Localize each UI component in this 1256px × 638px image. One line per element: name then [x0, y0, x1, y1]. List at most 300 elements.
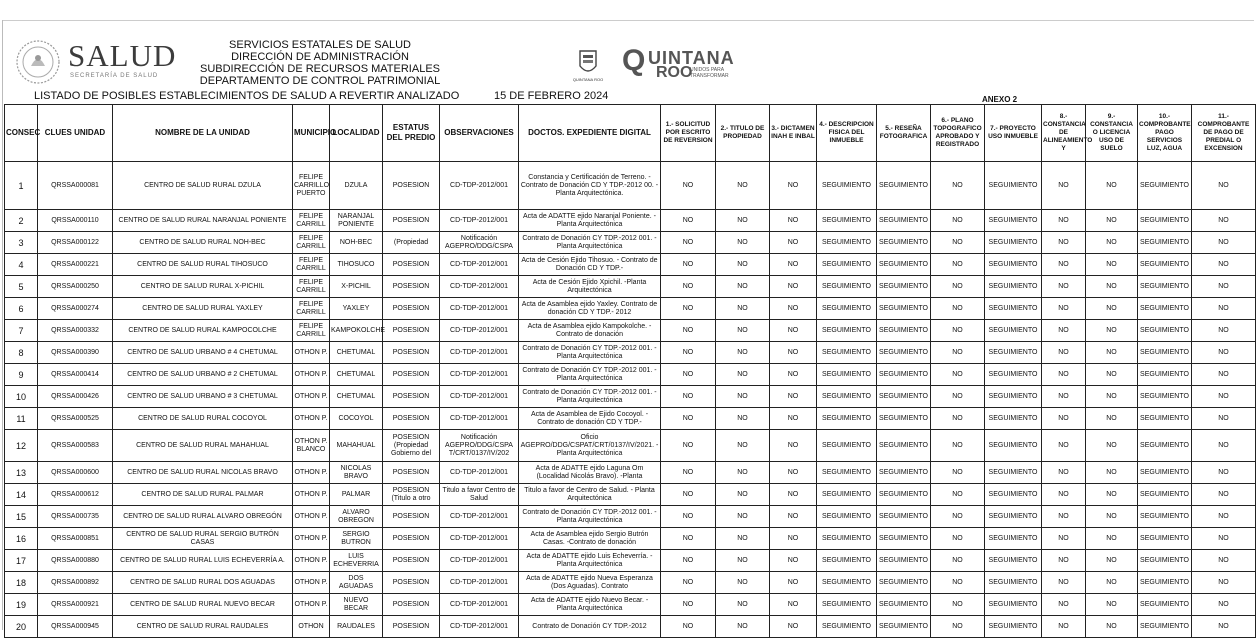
cell-text: NO: [952, 282, 963, 290]
table-cell: [1042, 276, 1086, 298]
cell-text: NO: [737, 216, 748, 224]
cell-text: NO: [1058, 490, 1069, 498]
cell-text: SEGUIMIENTO: [879, 238, 928, 246]
cell-text: Contrato de Donación CY TDP.-2012 001. - Planta Arquitectónica: [522, 388, 657, 404]
table-cell: [1192, 408, 1256, 430]
state-logo-caption: QUINTANA ROO: [572, 77, 604, 82]
cell-text: NO: [1218, 304, 1229, 312]
cell-text: NO: [787, 181, 799, 189]
table-cell: [1138, 408, 1192, 430]
cell-text: SEGUIMIENTO: [1140, 468, 1189, 476]
cell-text: SEGUIMIENTO: [1140, 622, 1189, 630]
table-cell: [5, 232, 38, 254]
table-row: [5, 210, 1256, 232]
cell-text: SEGUIMIENTO: [1140, 238, 1189, 246]
table-cell: [931, 550, 985, 572]
cell-text: NO: [952, 578, 963, 586]
table-cell: [293, 506, 330, 528]
table-cell: [519, 232, 661, 254]
cell-text: CD-TDP-2012/001: [450, 304, 508, 312]
table-cell: [38, 408, 113, 430]
table-cell: [5, 506, 38, 528]
cell-text: Acta de ADATTE ejido Nuevo Becar. - Planta Arquitectónica: [530, 596, 649, 612]
table-header-row: [5, 105, 1256, 162]
table-cell: [5, 572, 38, 594]
cell-text: NO: [682, 512, 694, 520]
cell-text: QRSSA000525: [51, 414, 99, 422]
cell-text: POSESION: [392, 414, 430, 422]
heading-line-4: DEPARTAMENTO DE CONTROL PATRIMONIAL: [199, 75, 441, 87]
cell-text: SEGUIMIENTO: [879, 348, 928, 356]
table-cell: [38, 162, 113, 210]
table-cell: [293, 386, 330, 408]
cell-text: NO: [1218, 468, 1229, 476]
cell-text: FELIPE CARRILL: [296, 300, 326, 316]
cell-text: SEGUIMIENTO: [879, 534, 928, 542]
cell-text: CD-TDP-2012/001: [450, 181, 508, 189]
cell-text: CD-TDP-2012/001: [450, 534, 508, 542]
table-cell: [440, 430, 519, 462]
table-cell: [293, 342, 330, 364]
cell-text: POSESION: [392, 600, 430, 608]
cell-text: NO: [737, 326, 748, 334]
cell-text: NO: [737, 468, 748, 476]
table-cell: [1138, 276, 1192, 298]
table-cell: [1138, 506, 1192, 528]
cell-text: SEGUIMIENTO: [822, 216, 871, 224]
table-cell: [661, 430, 716, 462]
table-cell: [293, 210, 330, 232]
table-cell: [1192, 572, 1256, 594]
table-cell: [817, 616, 877, 638]
cell-text: NO: [787, 370, 799, 378]
cell-text: NO: [952, 414, 963, 422]
cell-text: QRSSA000414: [51, 370, 99, 378]
cell-text: SEGUIMIENTO: [822, 512, 871, 520]
cell-text: NO: [737, 414, 748, 422]
cell-text: SEGUIMIENTO: [822, 534, 871, 542]
cell-text: NO: [787, 441, 799, 449]
cell-text: SEGUIMIENTO: [1140, 600, 1189, 608]
column-header: OBSERVACIONES: [440, 105, 519, 162]
cell-text: CENTRO DE SALUD URBANO # 2 CHETUMAL: [127, 370, 278, 378]
table-cell: [985, 298, 1042, 320]
cell-text: CENTRO DE SALUD RURAL KAMPOCOLCHE: [128, 326, 277, 334]
qroo-logo-word-1: UINTANA: [648, 48, 735, 68]
cell-text: CD-TDP-2012/001: [450, 216, 508, 224]
column-header: 3.- DICTAMEN INAH E INBAL: [770, 105, 817, 162]
cell-text: NO: [787, 512, 799, 520]
table-cell: [440, 162, 519, 210]
cell-text: NO: [1218, 348, 1229, 356]
table-cell: [330, 550, 383, 572]
cell-text: SEGUIMIENTO: [879, 326, 928, 334]
table-cell: [1138, 210, 1192, 232]
table-cell: [931, 298, 985, 320]
cell-text: CENTRO DE SALUD RURAL DZULA: [144, 181, 261, 189]
cell-text: NO: [952, 370, 963, 378]
table-cell: [330, 594, 383, 616]
table-cell: [38, 528, 113, 550]
cell-text: Acta de Asamblea ejido Sergio Butrón Casas. -Contrato de donación: [530, 530, 649, 546]
cell-text: NO: [682, 348, 694, 356]
table-cell: [716, 572, 770, 594]
cell-text: NO: [682, 441, 694, 449]
cell-text: FELIPE CARRILL: [296, 234, 326, 250]
cell-text: NO: [1106, 326, 1117, 334]
table-cell: [1192, 484, 1256, 506]
cell-text: 17: [15, 555, 26, 566]
table-cell: [519, 162, 661, 210]
table-cell: [113, 320, 293, 342]
cell-text: FELIPE CARRILL: [296, 256, 326, 272]
table-cell: [1086, 408, 1138, 430]
cell-text: Notificación AGEPRO/DDG/CSPA T/CRT/0137/IV/202: [445, 433, 513, 457]
table-row: [5, 298, 1256, 320]
cell-text: SEGUIMIENTO: [988, 578, 1038, 586]
table-cell: [519, 594, 661, 616]
table-cell: [716, 594, 770, 616]
cell-text: POSESION: [392, 556, 430, 564]
table-cell: [1042, 506, 1086, 528]
table-cell: [770, 594, 817, 616]
table-cell: [1042, 162, 1086, 210]
cell-text: QRSSA000390: [51, 348, 99, 356]
table-cell: [661, 210, 716, 232]
table-cell: [716, 210, 770, 232]
cell-text: NO: [737, 282, 748, 290]
document-header: [0, 0, 1254, 104]
table-cell: [716, 484, 770, 506]
cell-text: NO: [682, 181, 694, 189]
cell-text: NO: [1218, 326, 1229, 334]
cell-text: NO: [1218, 441, 1229, 449]
table-row: [5, 162, 1256, 210]
column-header: CONSEC: [5, 105, 38, 162]
table-cell: [519, 616, 661, 638]
cell-text: NO: [737, 304, 748, 312]
cell-text: FELIPE CARRILLO PUERTO: [294, 173, 330, 197]
table-cell: [383, 320, 440, 342]
table-cell: [383, 484, 440, 506]
table-cell: [440, 298, 519, 320]
cell-text: 14: [15, 489, 26, 500]
cell-text: NO: [1106, 441, 1117, 449]
table-cell: [440, 572, 519, 594]
table-cell: [1086, 254, 1138, 276]
cell-text: NO: [682, 370, 694, 378]
cell-text: NO: [1218, 556, 1229, 564]
cell-text: SEGUIMIENTO: [988, 181, 1038, 189]
cell-text: QRSSA000332: [51, 326, 99, 334]
table-cell: [440, 210, 519, 232]
cell-text: SEGUIMIENTO: [988, 441, 1038, 449]
table-cell: [113, 276, 293, 298]
table-cell: [293, 430, 330, 462]
table-cell: [38, 232, 113, 254]
table-cell: [985, 364, 1042, 386]
cell-text: POSESION: [392, 348, 430, 356]
cell-text: NOH-BEC: [339, 238, 373, 246]
cell-text: OTHON P.: [294, 578, 328, 586]
table-cell: [716, 342, 770, 364]
cell-text: NO: [1106, 414, 1117, 422]
cell-text: NO: [682, 392, 694, 400]
cell-text: SEGUIMIENTO: [1140, 578, 1189, 586]
cell-text: NO: [952, 216, 963, 224]
table-cell: [519, 364, 661, 386]
table-cell: [770, 484, 817, 506]
table-cell: [5, 364, 38, 386]
cell-text: Contrato de Donación CY TDP.-2012 001. - Planta Arquitectónica: [522, 366, 657, 382]
table-cell: [817, 572, 877, 594]
national-seal-icon: [14, 38, 62, 86]
cell-text: SEGUIMIENTO: [822, 326, 871, 334]
cell-text: CENTRO DE SALUD RURAL X-PICHIL: [140, 282, 265, 290]
cell-text: POSESION (Titulo a otro: [391, 486, 431, 502]
cell-text: MAHAHUAL: [336, 441, 376, 449]
table-cell: [931, 430, 985, 462]
table-cell: [440, 528, 519, 550]
cell-text: NO: [737, 181, 748, 189]
table-cell: [113, 528, 293, 550]
table-cell: [1086, 484, 1138, 506]
table-cell: [330, 506, 383, 528]
table-cell: [383, 550, 440, 572]
table-cell: [661, 594, 716, 616]
table-cell: [985, 254, 1042, 276]
cell-text: SEGUIMIENTO: [822, 181, 871, 189]
cell-text: SEGUIMIENTO: [822, 468, 871, 476]
table-cell: [113, 506, 293, 528]
table-cell: [817, 298, 877, 320]
table-cell: [1086, 162, 1138, 210]
cell-text: SEGUIMIENTO: [822, 304, 871, 312]
table-cell: [330, 210, 383, 232]
table-cell: [38, 210, 113, 232]
table-cell: [293, 616, 330, 638]
table-cell: [113, 430, 293, 462]
table-cell: [1192, 342, 1256, 364]
table-cell: [519, 254, 661, 276]
table-cell: [770, 298, 817, 320]
cell-text: SEGUIMIENTO: [879, 578, 928, 586]
cell-text: NO: [1058, 304, 1069, 312]
cell-text: NO: [952, 512, 963, 520]
table-cell: [877, 254, 931, 276]
table-cell: [661, 320, 716, 342]
table-cell: [440, 364, 519, 386]
cell-text: NO: [952, 348, 963, 356]
cell-text: SEGUIMIENTO: [1140, 556, 1189, 564]
cell-text: OTHON P.: [294, 468, 328, 476]
cell-text: NO: [682, 534, 694, 542]
cell-text: NO: [737, 578, 748, 586]
table-cell: [330, 162, 383, 210]
table-cell: [38, 572, 113, 594]
cell-text: 9: [18, 369, 24, 380]
table-cell: [1138, 484, 1192, 506]
table-cell: [1192, 462, 1256, 484]
table-cell: [1042, 254, 1086, 276]
cell-text: SEGUIMIENTO: [822, 414, 871, 422]
table-cell: [1042, 232, 1086, 254]
table-cell: [716, 364, 770, 386]
cell-text: NO: [787, 282, 799, 290]
heading-line-1: SERVICIOS ESTATALES DE SALUD: [229, 39, 411, 51]
table-cell: [817, 232, 877, 254]
cell-text: NO: [737, 260, 748, 268]
table-row: [5, 254, 1256, 276]
table-cell: [877, 572, 931, 594]
table-cell: [293, 364, 330, 386]
table-cell: [519, 430, 661, 462]
table-cell: [38, 484, 113, 506]
cell-text: NO: [682, 326, 694, 334]
cell-text: NO: [1058, 348, 1069, 356]
table-cell: [293, 320, 330, 342]
table-cell: [440, 484, 519, 506]
cell-text: CENTRO DE SALUD RURAL NARANJAL PONIENTE: [118, 216, 287, 224]
cell-text: SEGUIMIENTO: [879, 392, 928, 400]
table-cell: [440, 232, 519, 254]
table-cell: [1192, 528, 1256, 550]
cell-text: QRSSA000735: [51, 512, 99, 520]
table-cell: [817, 386, 877, 408]
cell-text: SEGUIMIENTO: [879, 600, 928, 608]
cell-text: CENTRO DE SALUD URBANO # 4 CHETUMAL: [127, 348, 278, 356]
table-cell: [113, 386, 293, 408]
cell-text: Acta de ADATTE ejido Laguna Om (Localidad Nicolás Bravo). -Planta: [535, 464, 644, 480]
table-cell: [817, 594, 877, 616]
table-cell: [817, 364, 877, 386]
cell-text: SEGUIMIENTO: [879, 512, 928, 520]
cell-text: SEGUIMIENTO: [879, 556, 928, 564]
cell-text: COCOYOL: [338, 414, 374, 422]
table-cell: [5, 528, 38, 550]
cell-text: CENTRO DE SALUD RURAL NOH-BEC: [139, 238, 266, 246]
table-cell: [931, 232, 985, 254]
cell-text: SEGUIMIENTO: [1140, 512, 1189, 520]
column-header: 6.- PLANO TOPOGRAFICO APROBADO Y REGISTRADO: [931, 105, 985, 162]
cell-text: CD-TDP-2012/001: [450, 556, 508, 564]
cell-text: NO: [1106, 181, 1117, 189]
cell-text: NO: [1058, 600, 1069, 608]
table-cell: [113, 462, 293, 484]
cell-text: SEGUIMIENTO: [1140, 392, 1189, 400]
table-cell: [38, 386, 113, 408]
table-cell: [330, 528, 383, 550]
table-cell: [330, 298, 383, 320]
table-cell: [383, 364, 440, 386]
table-row: [5, 232, 1256, 254]
table-cell: [113, 616, 293, 638]
cell-text: SEGUIMIENTO: [988, 282, 1038, 290]
qroo-logo-q: Q: [622, 44, 646, 77]
table-cell: [113, 342, 293, 364]
cell-text: QRSSA000880: [51, 556, 99, 564]
cell-text: NO: [1058, 441, 1069, 449]
cell-text: 8: [18, 347, 24, 358]
cell-text: FELIPE CARRILL: [296, 278, 326, 294]
table-cell: [716, 298, 770, 320]
cell-text: CHETUMAL: [336, 370, 376, 378]
table-cell: [1042, 342, 1086, 364]
cell-text: NO: [682, 216, 694, 224]
cell-text: Titulo a favor de Centro de Salud. - Planta Arquitectónica: [524, 486, 655, 502]
table-cell: [931, 616, 985, 638]
table-cell: [1192, 364, 1256, 386]
salud-brand-subtitle: SECRETARÍA DE SALUD: [70, 73, 159, 79]
table-cell: [5, 254, 38, 276]
cell-text: QRSSA000110: [51, 216, 99, 224]
table-cell: [519, 550, 661, 572]
table-cell: [1086, 386, 1138, 408]
table-cell: [931, 408, 985, 430]
column-header: 11.- COMPROBANTE DE PAGO DE PREDIAL O EXCENSION: [1192, 105, 1256, 162]
column-header: DOCTOS. EXPEDIENTE DIGITAL: [519, 105, 661, 162]
table-cell: [817, 550, 877, 572]
cell-text: NO: [1218, 414, 1229, 422]
table-cell: [293, 528, 330, 550]
cell-text: SEGUIMIENTO: [822, 600, 871, 608]
cell-text: SEGUIMIENTO: [822, 490, 871, 498]
cell-text: POSESION: [392, 370, 430, 378]
table-cell: [1138, 594, 1192, 616]
cell-text: SEGUIMIENTO: [1140, 181, 1189, 189]
cell-text: SEGUIMIENTO: [988, 216, 1038, 224]
table-row: [5, 408, 1256, 430]
table-cell: [877, 506, 931, 528]
table-cell: [113, 572, 293, 594]
table-cell: [661, 408, 716, 430]
cell-text: POSESION: [392, 326, 430, 334]
column-header: 10.- COMPROBANTE PAGO SERVICIOS LUZ, AGUA: [1138, 105, 1192, 162]
cell-text: OTHON P.: [294, 556, 328, 564]
cell-text: Oficio AGEPRO/DDG/CSPAT/CRT/0137/IV/2021. - Planta Arquitectónica: [520, 433, 659, 457]
table-cell: [519, 528, 661, 550]
cell-text: NO: [952, 392, 963, 400]
cell-text: OTHON P.: [294, 392, 328, 400]
table-cell: [1042, 430, 1086, 462]
table-cell: [770, 386, 817, 408]
cell-text: POSESION: [392, 578, 430, 586]
cell-text: CD-TDP-2012/001: [450, 392, 508, 400]
cell-text: (Propiedad: [393, 238, 429, 246]
document-date: 15 DE FEBRERO 2024: [494, 90, 609, 102]
table-cell: [38, 298, 113, 320]
cell-text: NO: [1106, 556, 1117, 564]
table-cell: [113, 594, 293, 616]
table-cell: [716, 528, 770, 550]
cell-text: Contrato de Donación CY TDP.-2012 001. - Planta Arquitectónica: [522, 344, 657, 360]
table-cell: [877, 594, 931, 616]
cell-text: RAUDALES: [337, 622, 375, 630]
table-cell: [383, 506, 440, 528]
table-cell: [1138, 616, 1192, 638]
table-row: [5, 342, 1256, 364]
table-cell: [519, 506, 661, 528]
cell-text: QRSSA000892: [51, 578, 99, 586]
cell-text: CENTRO DE SALUD RURAL MAHAHUAL: [136, 441, 269, 449]
cell-text: NO: [1106, 578, 1117, 586]
cell-text: NO: [1058, 622, 1069, 630]
cell-text: NO: [952, 622, 963, 630]
cell-text: POSESION (Propiedad Gobierno del: [390, 433, 432, 457]
cell-text: NO: [952, 260, 963, 268]
cell-text: SEGUIMIENTO: [1140, 304, 1189, 312]
table-cell: [1192, 594, 1256, 616]
